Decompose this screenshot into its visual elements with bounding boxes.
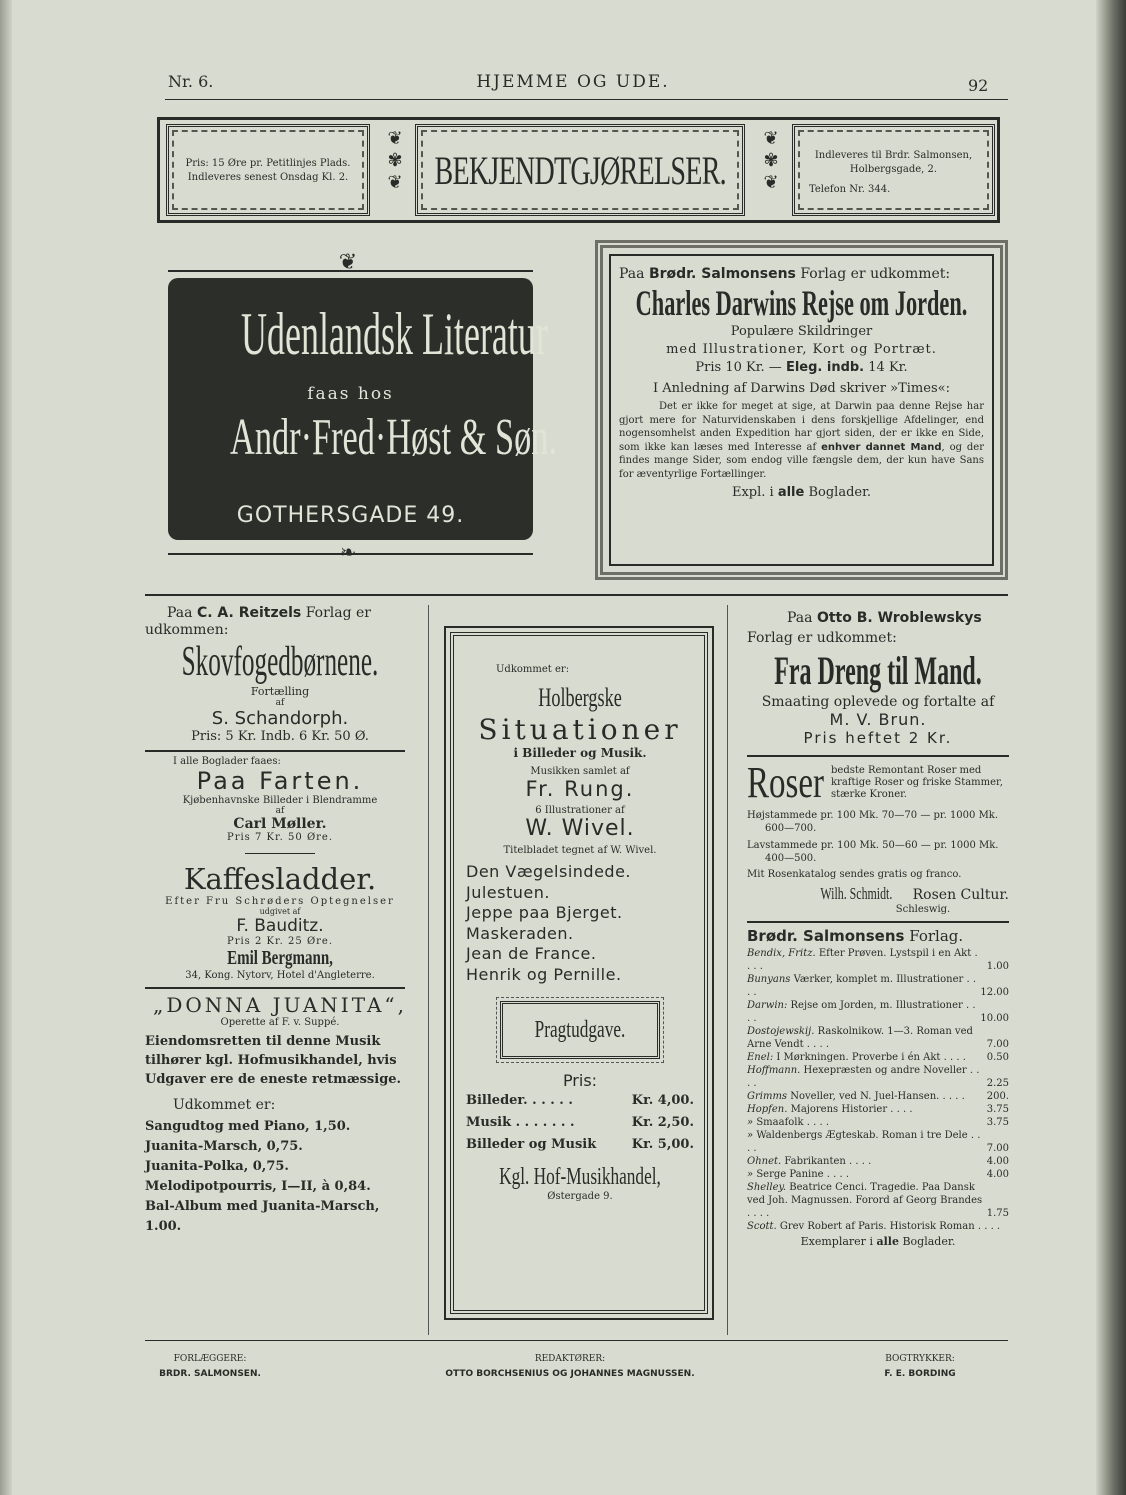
book-title: Hexepræsten og andre Noveller <box>803 1065 967 1076</box>
author: F. Bauditz. <box>236 916 324 936</box>
book-entry: Grimms Noveller, ved N. Juel-Hansen. . . . . <box>747 1091 965 1102</box>
book-price: 200. <box>986 1091 1009 1102</box>
author: Carl Møller. <box>233 816 327 832</box>
label: Musik . . . . . . . <box>466 1115 575 1130</box>
ornament-icon: ❧ <box>339 540 357 564</box>
list-item: Jean de France. <box>466 944 597 963</box>
book-author: Hoffmann. <box>747 1065 801 1076</box>
publisher-name: Brødr. Salmonsens <box>648 266 796 282</box>
price-row <box>466 1112 694 1134</box>
rights-notice: Eiendomsretten til denne Musik tilhører kgl. Hofmusikhandel, hvis Udgaver ere de eneste retmæssige. <box>145 1034 402 1087</box>
roser-text: bedste Remontant Roser med kraftige Roser og friske Stammer, stærke Kroner. <box>831 765 1003 800</box>
book-list-item <box>747 1064 1009 1090</box>
book-list-item <box>747 1025 1009 1051</box>
book-list-item <box>747 1116 1009 1129</box>
rule <box>747 755 1009 757</box>
host-ad-subline: faas hos <box>307 384 394 404</box>
price-row <box>466 1134 694 1156</box>
list-item: Henrik og Pernille. <box>466 964 622 984</box>
book-subtitle: Smaating oplevede og fortalte af <box>761 694 995 710</box>
list-item: Melodipotpourris, I—II, à 0,84. <box>145 1179 371 1194</box>
text: I alle Boglader faaes: <box>173 756 281 767</box>
plays-list <box>466 862 694 985</box>
text: Paa <box>787 610 813 626</box>
ornament-icon: ❦ <box>338 250 358 275</box>
label: BOGTRYKKER: <box>885 1354 955 1364</box>
operetta-title: „DONNA JUANITA“, <box>153 993 407 1017</box>
text: Musikken samlet af <box>530 766 630 777</box>
ornament-icon: ❦ ✾ ❦ <box>387 128 403 193</box>
book-title: Waldenbergs Ægteskab. Roman i tre Dele <box>756 1130 968 1141</box>
book-title: Paa Farten. <box>196 767 364 795</box>
price: Pris: 5 Kr. Indb. 6 Kr. 50 Ø. <box>191 729 369 744</box>
edition-label: Pragtudgave. <box>534 1017 626 1043</box>
book-price: 7.00 <box>986 1039 1009 1050</box>
book-list-item <box>747 1090 1009 1103</box>
book-entry: Scott. Grev Robert af Paris. Historisk Roman . . . . <box>747 1221 1001 1232</box>
text: Titelbladet tegnet af W. Wivel. <box>503 845 657 856</box>
host-bookshop-ad <box>168 250 558 572</box>
book-list-item <box>747 973 1009 999</box>
book-author: Ohnet. <box>747 1156 782 1167</box>
book-author: Bendix, Fritz. <box>747 948 816 959</box>
book-author: » <box>747 1130 754 1141</box>
book-title: Holbergske <box>538 683 622 712</box>
holberg-ad <box>450 632 708 1314</box>
seller-name: Kgl. Hof-Musikhandel, <box>499 1164 661 1190</box>
text: alle <box>876 1235 899 1248</box>
book-price: 7.00 <box>986 1143 1009 1154</box>
text: udgivet af <box>259 907 301 916</box>
journal-title: HJEMME OG UDE. <box>476 72 670 92</box>
host-ad-address: GOTHERSGADE 49. <box>236 503 465 528</box>
list-item: Jeppe paa Bjerget. <box>466 903 623 922</box>
book-entry: » Waldenbergs Ægteskab. Roman i tre Dele . . . . <box>747 1130 981 1154</box>
book-subtitle: Fortælling <box>250 685 310 698</box>
value: Kr. 5,00. <box>631 1137 694 1152</box>
list-title <box>747 927 1009 945</box>
book-entry: Hopfen. Majorens Historier . . . . <box>747 1104 913 1115</box>
host-ad-panel <box>168 278 558 540</box>
edition-box <box>500 1001 660 1059</box>
book-entry: Hoffmann. Hexepræsten og andre Noveller . . . . <box>747 1065 980 1089</box>
author: M. V. Brun. <box>829 710 927 729</box>
darwin-quote <box>619 400 984 481</box>
book-title: Værker, komplet m. Illustrationer <box>793 974 964 985</box>
book-author: Dostojewskij. <box>747 1026 815 1037</box>
text: Pris: <box>562 1071 598 1090</box>
book-price: 1.75 <box>986 1208 1009 1219</box>
darwin-ad-inner <box>609 254 994 566</box>
book-title: Fabrikanten <box>784 1156 846 1167</box>
book-author: Shelley. <box>747 1182 787 1193</box>
book-entry: Bendix, Fritz. Efter Prøven. Lystspil i en Akt . . . . <box>747 948 978 972</box>
book-list-item <box>747 1220 1009 1233</box>
text: Mit Rosenkatalog sendes gratis og franco. <box>747 869 962 880</box>
book-entry: Shelley. Beatrice Cenci. Tragedie. Paa Dansk ved Joh. Magnussen. Forord af Georg Brandes . . . . <box>747 1182 983 1219</box>
issue-number: Nr. 6. <box>168 72 214 91</box>
label: Billeder og Musik <box>466 1137 597 1152</box>
text: af <box>275 698 285 708</box>
text: af <box>275 806 285 816</box>
book-title: Rejse om Jorden, m. Illustrationer <box>790 1000 963 1011</box>
price: Pris heftet 2 Kr. <box>803 729 953 747</box>
book-author: » <box>747 1117 754 1128</box>
book-list-item <box>747 947 1009 973</box>
value: OTTO BORCHSENIUS OG JOHANNES MAGNUSSEN. <box>445 1369 695 1379</box>
left-column <box>145 605 415 1237</box>
book-list-item <box>747 1181 1009 1220</box>
book-list <box>747 947 1009 1233</box>
text: Boglader. <box>902 1235 956 1248</box>
book-price: 10.00 <box>980 1013 1009 1024</box>
darwin-subtitle-2: med Illustrationer, Kort og Portræt. <box>666 342 937 357</box>
price-list <box>466 1090 694 1156</box>
column-divider <box>428 605 429 1335</box>
price-text: Højstammede pr. 100 Mk. 70—70 — pr. 1000 Mk. 600—700. <box>747 810 999 834</box>
text: Udkommet er: <box>173 1097 276 1113</box>
page-edge-right <box>1096 0 1126 1495</box>
composer: Fr. Rung. <box>525 777 635 801</box>
banner-right-box <box>792 124 995 216</box>
reitzel-intro <box>145 605 415 639</box>
book-entry: Dostojewskij. Raskolnikow. 1—3. Roman ved Arne Vendt . . . . <box>747 1026 973 1050</box>
host-ad-headline: Udenlandsk Literatur <box>241 301 548 367</box>
book-subtitle: i Billeder og Musik. <box>513 746 647 760</box>
text: Boglader. <box>808 485 872 500</box>
author: S. Schandorph. <box>211 708 349 729</box>
banner-deadline-text: Indleveres senest Onsdag Kl. 2. <box>187 172 349 183</box>
banner-street-text: Holbergsgade, 2. <box>849 164 938 175</box>
column-divider <box>727 605 728 1335</box>
footer-editors <box>420 1352 720 1382</box>
book-price: 0.50 <box>986 1052 1009 1063</box>
rule <box>245 853 315 854</box>
host-ad-firm: Andr·Fred·Høst & Søn. <box>230 409 558 466</box>
roser-ad <box>747 758 1009 807</box>
value: F. E. BORDING <box>884 1369 956 1379</box>
list-item: Den Vægelsindede. <box>466 862 631 881</box>
book-list-item <box>747 1168 1009 1181</box>
darwin-title: Charles Darwins Rejse om Jorden. <box>635 283 968 323</box>
footer-rule <box>145 1340 1008 1341</box>
darwin-intro <box>619 266 984 282</box>
publisher-name: Emil Bergmann, <box>227 947 333 969</box>
darwin-availability <box>619 485 984 500</box>
book-author: Enel: <box>747 1052 774 1063</box>
seller-address: Østergade 9. <box>547 1191 613 1202</box>
book-title: Fra Dreng til Mand. <box>774 648 982 693</box>
page-edge-left <box>0 0 12 1495</box>
text: Forlag er udkommet: <box>747 630 897 646</box>
book-subtitle: Kjøbenhavnske Billeder i Blendramme <box>182 795 378 806</box>
text: Expl. i <box>731 485 774 500</box>
book-price: 4.00 <box>986 1169 1009 1180</box>
text: , og der findes mange Sider, som endog ville fængsle dem, der kun have Sans for æventyrlige Fortællinger. <box>619 441 984 480</box>
darwin-ad <box>595 240 1008 580</box>
text: Det er ikke for meget at sige, at Darwin paa denne Rejse har gjort mere for Naturvidenskaben i dens forskjellige Afdelinger, end nogensomhelst anden Expedition har gjort siden, der er ikke en Side, som ikke kan læses med Interesse af <box>619 401 984 453</box>
footer-publishers <box>150 1352 270 1382</box>
book-title-2: Situationer <box>478 713 682 746</box>
seller-name: Wilh. Schmidt. <box>820 884 893 903</box>
text: Udkommet er: <box>496 664 570 675</box>
banner-phone-text: Telefon Nr. 344. <box>809 184 891 195</box>
price: Pris 2 Kr. 25 Øre. <box>226 936 334 947</box>
list-item: Maskeraden. <box>466 923 574 943</box>
label: FORLÆGGERE: <box>173 1354 247 1364</box>
text: Pris 10 Kr. — <box>695 360 782 375</box>
text: Eleg. indb. <box>785 360 865 375</box>
roser-title: Roser <box>747 758 824 807</box>
value: Kr. 4,00. <box>631 1093 694 1108</box>
book-author: Grimms <box>747 1091 788 1102</box>
book-author: » <box>747 1169 754 1180</box>
text: Schleswig. <box>895 904 951 915</box>
text: Forlag. <box>909 927 964 945</box>
label: Billeder. . . . . . <box>466 1093 573 1108</box>
rule <box>145 987 405 989</box>
list-item: Juanita-Polka, 0,75. <box>145 1159 289 1174</box>
publisher-address: 34, Kong. Nytorv, Hotel d'Angleterre. <box>185 970 375 981</box>
text: 14 Kr. <box>868 360 908 375</box>
text: enhver dannet Mand <box>821 441 942 453</box>
book-entry: Ohnet. Fabrikanten . . . . <box>747 1156 872 1167</box>
rule <box>145 750 405 752</box>
book-author: Bunyans <box>747 974 791 985</box>
page-number: 92 <box>968 76 989 95</box>
darwin-price <box>619 360 984 375</box>
text: Brødr. Salmonsens <box>747 927 905 945</box>
price-text: Lavstammede pr. 100 Mk. 50—60 — pr. 1000 Mk. 400—500. <box>747 840 999 864</box>
text: Forlag er udkommet: <box>800 266 951 282</box>
text: Exemplarer i <box>800 1235 873 1248</box>
text: alle <box>777 485 805 500</box>
text: 6 Illustrationer af <box>535 805 625 816</box>
book-price: 1.00 <box>986 961 1009 972</box>
book-title: Raskolnikow. 1—3. Roman ved Arne Vendt <box>747 1026 973 1050</box>
book-title: Skovfogedbørnene. <box>181 639 379 685</box>
list-item: Julestuen. <box>466 882 550 902</box>
rule <box>747 921 1009 923</box>
book-entry: » Serge Panine . . . . <box>747 1169 850 1180</box>
header-rule <box>165 99 1008 100</box>
value: Kr. 2,50. <box>631 1115 694 1130</box>
text: Forlag er udkommen: <box>145 605 371 638</box>
text: Paa <box>619 266 645 282</box>
ornament-icon: ❦ ✾ ❦ <box>763 128 779 193</box>
book-title: I Mørkningen. Proverbe i én Akt <box>776 1052 941 1063</box>
book-author: Darwin: <box>747 1000 788 1011</box>
book-author: Hopfen. <box>747 1104 788 1115</box>
list-item: Juanita-Marsch, 0,75. <box>145 1139 303 1154</box>
book-list-item <box>747 999 1009 1025</box>
footer-printer <box>860 1352 980 1382</box>
book-author: Scott. <box>747 1221 777 1232</box>
book-title: Kaffesladder. <box>183 862 377 896</box>
banner-price-text: Pris: 15 Øre pr. Petitlinjes Plads. <box>185 158 351 169</box>
darwin-subtitle: Populære Skildringer <box>730 324 873 339</box>
price: Pris 7 Kr. 50 Øre. <box>226 832 334 843</box>
book-price: 3.75 <box>986 1104 1009 1115</box>
book-entry: Bunyans Værker, komplet m. Illustrationer . . . . <box>747 974 977 998</box>
right-column <box>747 608 1009 1248</box>
music-list <box>145 1117 415 1237</box>
book-entry: » Smaafolk . . . . <box>747 1117 829 1128</box>
book-list-item <box>747 1051 1009 1064</box>
book-entry: Darwin: Rejse om Jorden, m. Illustrationer . . . . <box>747 1000 976 1024</box>
book-title: Beatrice Cenci. Tragedie. Paa Dansk ved Joh. Magnussen. Forord af Georg Brandes <box>747 1182 983 1206</box>
banner-title: BEKJENDTGJØRELSER. <box>434 147 726 193</box>
banner-address-text: Indleveres til Brdr. Salmonsen, <box>814 150 973 161</box>
price-row <box>466 1090 694 1112</box>
book-entry: Enel: I Mørkningen. Proverbe i én Akt . . . . <box>747 1052 966 1063</box>
book-list-item <box>747 1155 1009 1168</box>
book-price: 3.75 <box>986 1117 1009 1128</box>
book-price: 4.00 <box>986 1156 1009 1167</box>
book-title: Majorens Historier <box>790 1104 888 1115</box>
book-title: Serge Panine <box>756 1169 824 1180</box>
banner-left-box <box>166 124 370 216</box>
text: Rosen Cultur. <box>912 887 1009 903</box>
book-title: Grev Robert af Paris. Historisk Roman <box>779 1221 975 1232</box>
list-item: Bal-Album med Juanita-Marsch, 1.00. <box>145 1199 380 1234</box>
darwin-times-intro: I Anledning af Darwins Død skriver »Times«: <box>653 381 950 396</box>
text: Paa <box>167 605 193 621</box>
book-title: Noveller, ved N. Juel-Hansen. <box>790 1091 940 1102</box>
notices-banner <box>157 117 1000 223</box>
value: BRDR. SALMONSEN. <box>159 1369 261 1379</box>
book-list-item <box>747 1129 1009 1155</box>
section-rule <box>145 594 1008 596</box>
book-price: 2.25 <box>986 1078 1009 1089</box>
book-title: Efter Prøven. Lystspil i en Akt <box>818 948 972 959</box>
list-item: Sangudtog med Piano, 1,50. <box>145 1119 351 1134</box>
illustrator: W. Wivel. <box>525 816 635 841</box>
schmidt-signature <box>747 884 1009 904</box>
label: REDAKTØRER: <box>534 1354 606 1364</box>
text: Operette af F. v. Suppé. <box>220 1017 340 1028</box>
book-price: 12.00 <box>980 987 1009 998</box>
publisher-name: Otto B. Wroblewskys <box>816 610 982 626</box>
list-availability <box>747 1235 1009 1248</box>
book-list-item <box>747 1103 1009 1116</box>
book-subtitle: Efter Fru Schrøders Optegnelser <box>165 896 395 907</box>
publisher-name: C. A. Reitzels <box>196 605 302 621</box>
wroblewsky-intro <box>747 608 1009 628</box>
book-title: Smaafolk <box>756 1117 804 1128</box>
banner-title-box <box>415 124 745 216</box>
